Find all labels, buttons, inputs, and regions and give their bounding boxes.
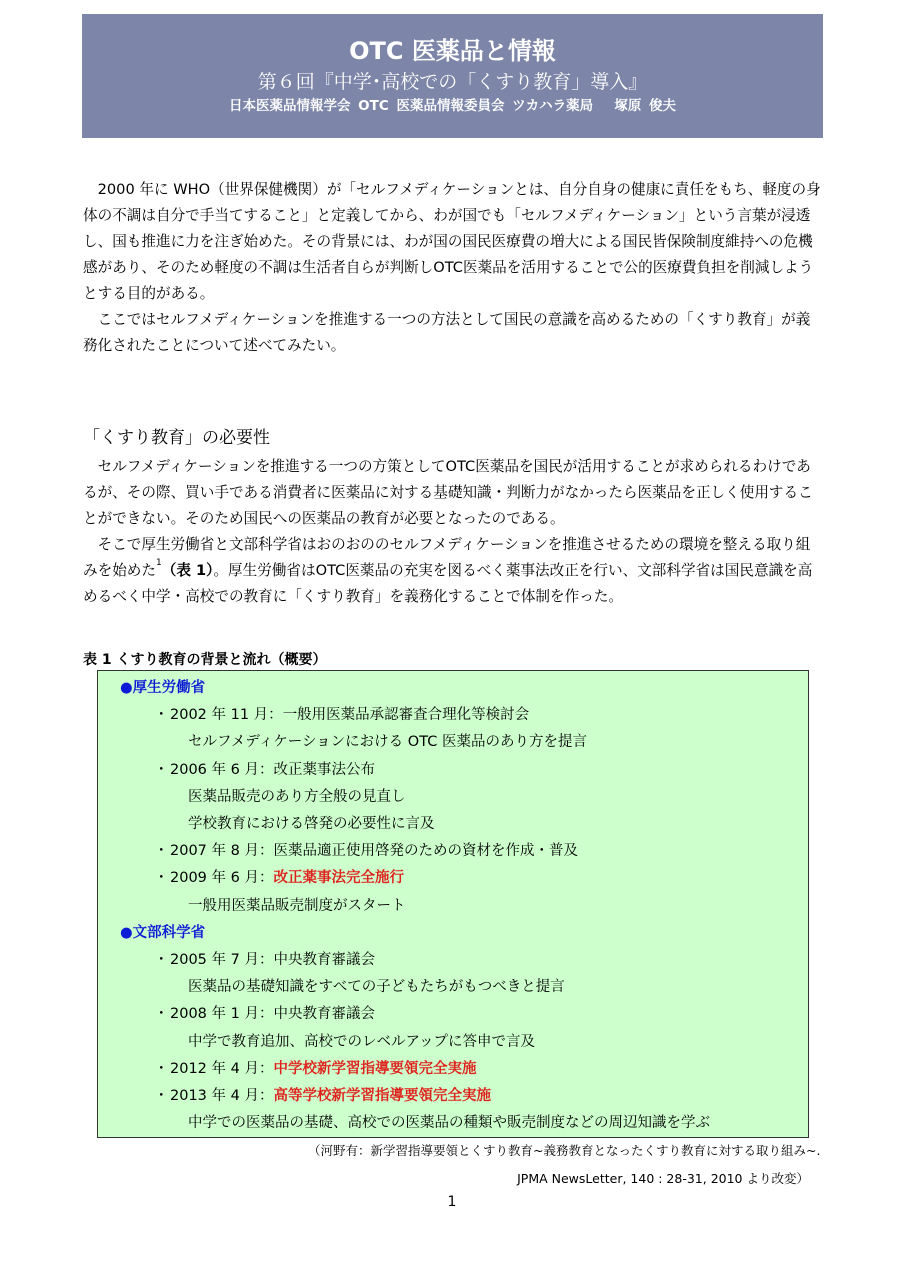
timeline-detail: 学校教育における啓発の必要性に言及 bbox=[188, 816, 435, 833]
intro-section bbox=[83, 177, 823, 359]
bullet-icon: ・ bbox=[154, 870, 169, 887]
article-author: 日本医薬品情報学会 OTC 医薬品情報委員会 ツカハラ薬局 塚原 俊夫 bbox=[228, 98, 677, 114]
bullet-icon: ・ bbox=[154, 843, 169, 860]
timeline-box bbox=[97, 670, 809, 1138]
section-paragraph-2-text: そこで厚生労働省と文部科学省はおのおののセルフメディケーションを推進させるための環境を整える取り組みを始めた bbox=[83, 536, 811, 579]
footnote-ref: 1 bbox=[155, 558, 162, 568]
bullet-icon: ・ bbox=[154, 1006, 169, 1023]
timeline-event: 医薬品適正使用啓発のための資材を作成・普及 bbox=[273, 843, 578, 860]
article-header bbox=[82, 14, 823, 138]
section-heading: 「くすり教育」の必要性 bbox=[83, 428, 270, 448]
table-caption: 表 1 くすり教育の背景と流れ（概要） bbox=[83, 652, 327, 668]
timeline-item bbox=[120, 865, 800, 892]
intro-paragraph-2: ここではセルフメディケーションを推進する一つの方法として国民の意識を高めるための「くすり教育」が義務化されたことについて述べてみたい。 bbox=[83, 311, 811, 354]
timeline-date: 2009 年 6 月： bbox=[170, 870, 274, 887]
timeline-item bbox=[120, 947, 800, 974]
timeline-event: 中央教育審議会 bbox=[273, 1006, 375, 1023]
article-title: OTC 医薬品と情報 bbox=[349, 37, 556, 65]
timeline-item bbox=[120, 1001, 800, 1028]
article-subtitle: 第６回『中学･高校での「くすり教育」導入』 bbox=[257, 71, 648, 93]
timeline-event: 改正薬事法完全施行 bbox=[273, 870, 404, 887]
table-reference: （表 1） bbox=[161, 562, 214, 579]
timeline-date: 2008 年 1 月： bbox=[170, 1006, 274, 1023]
timeline-event: 中学校新学習指導要領完全実施 bbox=[273, 1060, 477, 1077]
timeline-content bbox=[120, 675, 800, 1137]
timeline-date: 2005 年 7 月： bbox=[170, 952, 274, 969]
timeline-item bbox=[120, 1083, 800, 1110]
section-paragraph-2-rest: 。厚生労働省はOTC医薬品の充実を図るべく薬事法改正を行い、文部科学省は国民意識を高めるべく中学・高校での教育に「くすり教育」を義務化することで体制を作った。 bbox=[83, 562, 813, 605]
bullet-icon: ・ bbox=[154, 1088, 169, 1105]
intro-paragraph-1: 2000 年に WHO（世界保健機関）が「セルフメディケーションとは、自分自身の健康に責任をもち、軽度の身体の不調は自分で手当てすること」と定義してから、わが国でも「セルフメディケーション」という言葉が浸透し、国も推進に力を注ぎ始めた。その背景には、わが国の国民医療費の増大による国民皆保険制度維持への危機感があり、そのため軽度の不調は生活者自らが判断しOTC医薬品を活用することで公的医療費負担を削減しようとする目的がある。 bbox=[83, 181, 821, 302]
bullet-icon: ・ bbox=[154, 1060, 169, 1077]
ministry-heading-mhlw: ●厚生労働省 bbox=[120, 680, 206, 696]
timeline-event: 高等学校新学習指導要領完全実施 bbox=[273, 1088, 491, 1105]
timeline-detail: 医薬品販売のあり方全般の見直し bbox=[188, 788, 406, 805]
timeline-item bbox=[120, 702, 800, 729]
bullet-icon: ・ bbox=[154, 952, 169, 969]
section-paragraph-1: セルフメディケーションを推進する一つの方策としてOTC医薬品を国民が活用することが求められるわけであるが、その際、買い手である消費者に医薬品に対する基礎知識・判断力がなかったら医薬品を正しく使用することができない。そのため国民への医薬品の教育が必要となったのである。 bbox=[83, 458, 813, 527]
timeline-detail: 中学で教育追加、高校でのレベルアップに答申で言及 bbox=[188, 1033, 535, 1050]
timeline-date: 2007 年 8 月： bbox=[170, 843, 274, 860]
timeline-event: 改正薬事法公布 bbox=[273, 761, 375, 778]
page-number: 1 bbox=[447, 1194, 457, 1210]
timeline-detail: 医薬品の基礎知識をすべての子どもたちがもつべきと提言 bbox=[188, 979, 565, 996]
bullet-icon: ・ bbox=[154, 761, 169, 778]
citation-line-1: （河野有：新学習指導要領とくすり教育~義務教育となったくすり教育に対する取り組み~. bbox=[308, 1143, 821, 1158]
timeline-detail: 中学での医薬品の基礎、高校での医薬品の種類や販売制度などの周辺知識を学ぶ bbox=[188, 1115, 710, 1132]
timeline-detail: 一般用医薬品販売制度がスタート bbox=[188, 897, 406, 914]
section-paragraph-2 bbox=[83, 532, 823, 610]
timeline-event: 中央教育審議会 bbox=[273, 952, 375, 969]
timeline-item bbox=[120, 1056, 800, 1083]
timeline-item bbox=[120, 838, 800, 865]
timeline-date: 2012 年 4 月： bbox=[170, 1060, 274, 1077]
timeline-detail: セルフメディケーションにおける OTC 医薬品のあり方を提言 bbox=[188, 734, 587, 751]
timeline-event: 一般用医薬品承認審査合理化等検討会 bbox=[282, 707, 530, 724]
timeline-item bbox=[120, 757, 800, 784]
timeline-date: 2002 年 11 月： bbox=[170, 707, 283, 724]
bullet-icon: ・ bbox=[154, 707, 169, 724]
timeline-date: 2013 年 4 月： bbox=[170, 1088, 274, 1105]
citation-line-2: JPMA NewsLetter, 140 : 28-31, 2010 より改変） bbox=[517, 1171, 809, 1186]
section-body bbox=[83, 454, 823, 610]
ministry-heading-mext: ●文部科学省 bbox=[120, 924, 206, 941]
timeline-date: 2006 年 6 月： bbox=[170, 761, 274, 778]
